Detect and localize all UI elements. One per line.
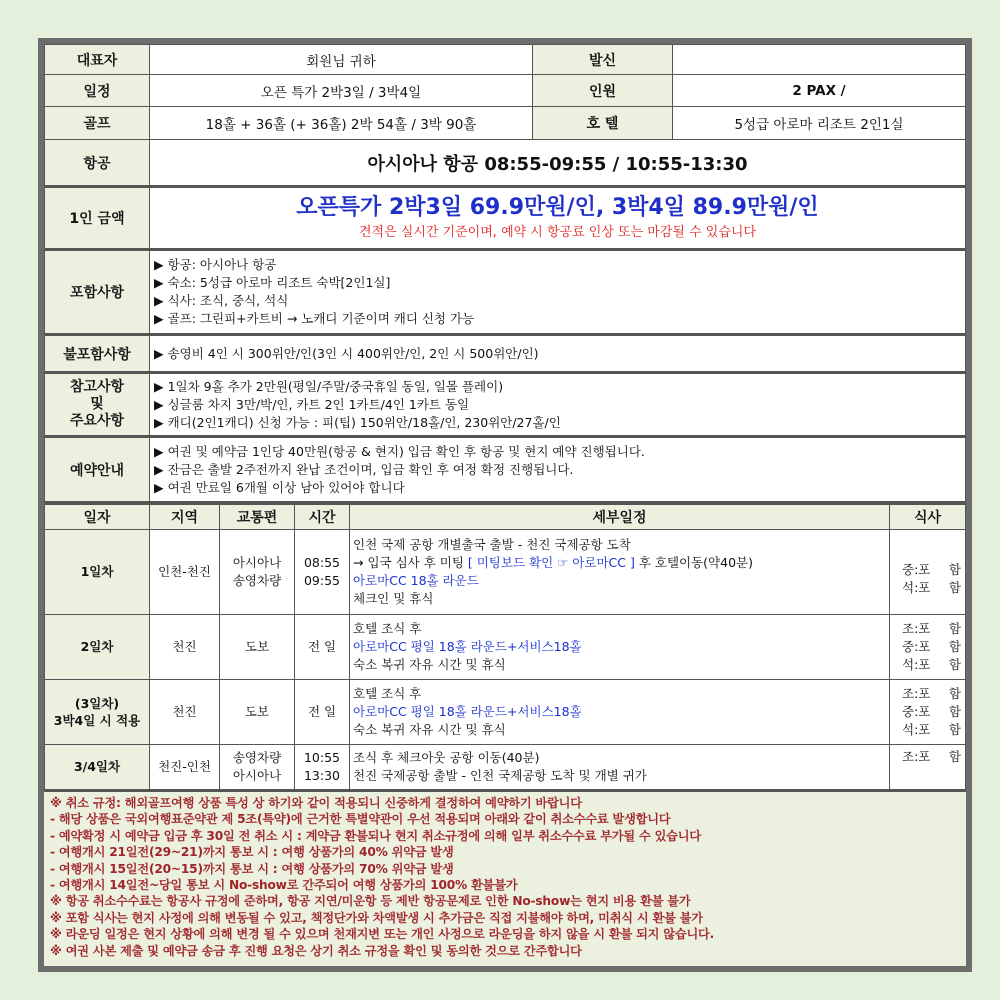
time-cell: 전 일 (295, 615, 350, 680)
included-item: ▶ 숙소: 5성급 아로마 리조트 숙박[2인1실] (154, 275, 391, 290)
meal-value: 함 (948, 621, 961, 636)
col-header-time: 시간 (295, 504, 350, 530)
excluded-item: ▶ 송영비 4인 시 300위안/인(3인 시 400위안/인, 2인 시 500위안/인) (154, 345, 539, 361)
golf-label: 골프 (45, 107, 150, 140)
detail-line: 호텔 조식 후 (353, 621, 422, 636)
policy-line: - 여행개시 21일전(29~21)까지 통보 시 : 여행 상품가의 40% 위약금 발생 (50, 845, 454, 860)
detail-line: 아로마CC 평일 18홀 라운드+서비스18홀 (353, 704, 582, 719)
golf-value: 18홀 + 36홀 (+ 36홀) 2박 54홀 / 3박 90홀 (150, 107, 533, 140)
notes-label (45, 373, 150, 437)
region-cell: 천진-인천 (150, 745, 220, 790)
policy-line: ※ 포함 식사는 현지 사정에 의해 변동될 수 있고, 책정단가와 차액발생 시 추가금은 직접 지불해야 하며, 미취식 시 환불 불가 (50, 910, 703, 925)
day-label: (3일차) (74, 696, 120, 711)
meal-value: 함 (948, 562, 961, 577)
details-cell (350, 745, 890, 790)
booking-label: 예약안내 (45, 437, 150, 502)
meal-type: 중:포 (902, 562, 931, 577)
sender-value (673, 45, 966, 75)
price-cell (150, 187, 966, 250)
time-cell (295, 745, 350, 790)
meal-line (890, 685, 965, 703)
meal-value: 함 (948, 639, 961, 654)
notes-label-line: 및 (90, 396, 104, 412)
time-line: 13:30 (303, 768, 341, 783)
pax-value: 2 PAX / (673, 75, 966, 107)
details-cell (350, 680, 890, 745)
meals-cell (890, 615, 966, 680)
transport-line: 송영차량 (232, 750, 282, 765)
included-item: ▶ 식사: 조식, 중식, 석식 (154, 293, 289, 308)
meal-type: 석:포 (902, 657, 931, 672)
flight-label: 항공 (45, 140, 150, 187)
meal-value: 함 (948, 749, 961, 764)
meal-line (890, 561, 965, 579)
itinerary-table (44, 502, 966, 790)
time-line: 09:55 (303, 573, 341, 588)
transport-cell (220, 530, 295, 615)
cancellation-policy (44, 790, 966, 966)
excluded-list (150, 335, 966, 373)
day-cell (45, 680, 150, 745)
meal-line (890, 620, 965, 638)
summary-table (44, 44, 966, 502)
time-cell (295, 530, 350, 615)
booking-item: ▶ 잔금은 출발 2주전까지 완납 조건이며, 입금 확인 후 여정 확정 진행됩니다. (154, 461, 574, 477)
time-cell: 전 일 (295, 680, 350, 745)
region-cell: 천진 (150, 615, 220, 680)
meals-cell (890, 680, 966, 745)
time-line: 08:55 (303, 555, 341, 570)
meal-type: 조:포 (902, 686, 931, 701)
col-header-transport: 교통편 (220, 504, 295, 530)
details-cell (350, 615, 890, 680)
col-header-details: 세부일정 (350, 504, 890, 530)
table-row (45, 680, 966, 745)
policy-line: ※ 여권 사본 제출 및 예약금 송금 후 진행 요청은 상기 취소 규정을 확인 및 동의한 것으로 간주합니다 (50, 943, 582, 958)
region-cell: 인천-천진 (150, 530, 220, 615)
included-list (150, 250, 966, 335)
quote-document (38, 38, 972, 972)
meeting-board-note: [ 미팅보드 확인 ☞ 아로마CC ] (467, 555, 635, 570)
detail-line: 체크인 및 휴식 (353, 591, 434, 606)
notes-list (150, 373, 966, 437)
price-headline: 오픈특가 2박3일 69.9만원/인, 3박4일 89.9만원/인 (296, 195, 819, 220)
table-row (45, 745, 966, 790)
day-sublabel: 3박4일 시 적용 (53, 713, 141, 728)
detail-line: 아로마CC 평일 18홀 라운드+서비스18홀 (353, 639, 582, 654)
flight-value: 아시아나 항공 08:55-09:55 / 10:55-13:30 (150, 140, 966, 187)
policy-line: ※ 라운딩 일정은 현지 상황에 의해 변경 될 수 있으며 천재지변 또는 개인 사정으로 라운딩을 하지 않을 시 환불 되지 않습니다. (50, 927, 715, 942)
policy-line: ※ 취소 규정: 해외골프여행 상품 특성 상 하기와 같이 적용되니 신중하게 결정하여 예약하기 바랍니다 (50, 796, 582, 810)
detail-line: 인천 국제 공항 개별출국 출발 - 천진 국제공항 도착 (353, 537, 631, 552)
meal-value: 함 (948, 657, 961, 672)
meals-cell (890, 745, 966, 790)
transport-cell (220, 745, 295, 790)
schedule-value: 오픈 특가 2박3일 / 3박4일 (150, 75, 533, 107)
day-cell: 1일차 (45, 530, 150, 615)
pax-label: 인원 (533, 75, 673, 107)
meals-cell (890, 530, 966, 615)
table-row (45, 615, 966, 680)
price-label: 1인 금액 (45, 187, 150, 250)
meal-type: 석:포 (902, 722, 931, 737)
meal-value: 함 (948, 580, 961, 595)
meal-line (890, 656, 965, 674)
notes-label-line: 주요사항 (69, 413, 125, 429)
meal-value: 함 (948, 704, 961, 719)
transport-line: 아시아나 (232, 768, 282, 783)
notes-label-line: 참고사항 (69, 379, 125, 395)
day-cell: 3/4일차 (45, 745, 150, 790)
price-note: 견적은 실시간 기준이며, 예약 시 항공료 인상 또는 마감될 수 있습니다 (358, 225, 757, 240)
detail-line: 숙소 복귀 자유 시간 및 휴식 (353, 722, 506, 737)
sender-label: 발신 (533, 45, 673, 75)
notes-item: ▶ 캐디(2인1캐디) 신청 가능 : 피(팁) 150위안/18홀/인, 230위안/27홀/인 (154, 414, 561, 430)
meal-line (890, 638, 965, 656)
meal-type: 조:포 (902, 621, 931, 636)
policy-line: - 여행개시 15일전(20~15)까지 통보 시 : 여행 상품가의 70% 위약금 발생 (50, 861, 454, 876)
policy-line: - 해당 상품은 국외여행표준약관 제 5조(특약)에 근거한 특별약관이 우선 적용되며 아래와 같이 취소수수료 발생합니다 (50, 812, 671, 827)
booking-item: ▶ 여권 만료일 6개월 이상 남아 있어야 합니다 (154, 479, 405, 495)
schedule-label: 일정 (45, 75, 150, 107)
policy-line: ※ 항공 취소수수료는 항공사 규정에 준하며, 항공 지연/미운항 등 제반 항공문제로 인한 No-show는 현지 비용 환불 불가 (50, 894, 691, 909)
detail-text: → 입국 심사 후 미팅 (353, 555, 468, 570)
detail-line: 아로마CC 18홀 라운드 (353, 573, 479, 588)
detail-text: 후 호텔이동(약40분) (634, 555, 753, 570)
hotel-value: 5성급 아로마 리조트 2인1실 (673, 107, 966, 140)
col-header-region: 지역 (150, 504, 220, 530)
meal-line (890, 703, 965, 721)
included-label: 포함사항 (45, 250, 150, 335)
transport-cell: 도보 (220, 615, 295, 680)
col-header-day: 일자 (45, 504, 150, 530)
meal-value: 함 (948, 686, 961, 701)
detail-line: 천진 국제공항 출발 - 인천 국제공항 도착 및 개별 귀가 (353, 768, 647, 783)
col-header-meals: 식사 (890, 504, 966, 530)
policy-line: - 예약확정 시 예약금 입금 후 30일 전 취소 시 : 계약금 환불되나 현지 취소규정에 의해 일부 취소수수료 부가될 수 있습니다 (50, 828, 701, 843)
detail-line (353, 554, 886, 572)
meal-line (890, 579, 965, 597)
detail-line: 호텔 조식 후 (353, 686, 422, 701)
notes-item: ▶ 1일차 9홀 추가 2만원(평일/주말/중국휴일 동일, 일몰 플레이) (154, 378, 504, 394)
representative-value: 회원님 귀하 (150, 45, 533, 75)
transport-cell: 도보 (220, 680, 295, 745)
meal-line (890, 748, 965, 766)
booking-list (150, 437, 966, 502)
hotel-label: 호 텔 (533, 107, 673, 140)
excluded-label: 불포함사항 (45, 335, 150, 373)
notes-item: ▶ 싱글룸 차지 3만/박/인, 카트 2인 1카트/4인 1카트 동일 (154, 396, 470, 412)
detail-line: 숙소 복귀 자유 시간 및 휴식 (353, 657, 506, 672)
policy-line: - 여행개시 14일전~당일 통보 시 No-show로 간주되어 여행 상품가의 100% 환불불가 (50, 878, 518, 893)
included-item: ▶ 항공: 아시아나 항공 (154, 257, 277, 272)
details-cell (350, 530, 890, 615)
meal-line (890, 721, 965, 739)
booking-item: ▶ 여권 및 예약금 1인당 40만원(항공 & 현지) 입금 확인 후 항공 및 현지 예약 진행됩니다. (154, 443, 645, 459)
meal-type: 석:포 (902, 580, 931, 595)
meal-type: 중:포 (902, 704, 931, 719)
detail-line: 조식 후 체크아웃 공항 이동(40분) (353, 750, 540, 765)
representative-label: 대표자 (45, 45, 150, 75)
transport-line: 송영차량 (232, 573, 282, 588)
time-line: 10:55 (303, 750, 341, 765)
meal-type: 조:포 (902, 749, 931, 764)
meal-value: 함 (948, 722, 961, 737)
region-cell: 천진 (150, 680, 220, 745)
included-item: ▶ 골프: 그린피+카트비 → 노캐디 기준이며 캐디 신청 가능 (154, 311, 475, 326)
table-row (45, 530, 966, 615)
transport-line: 아시아나 (232, 555, 282, 570)
day-cell: 2일차 (45, 615, 150, 680)
meal-type: 중:포 (902, 639, 931, 654)
